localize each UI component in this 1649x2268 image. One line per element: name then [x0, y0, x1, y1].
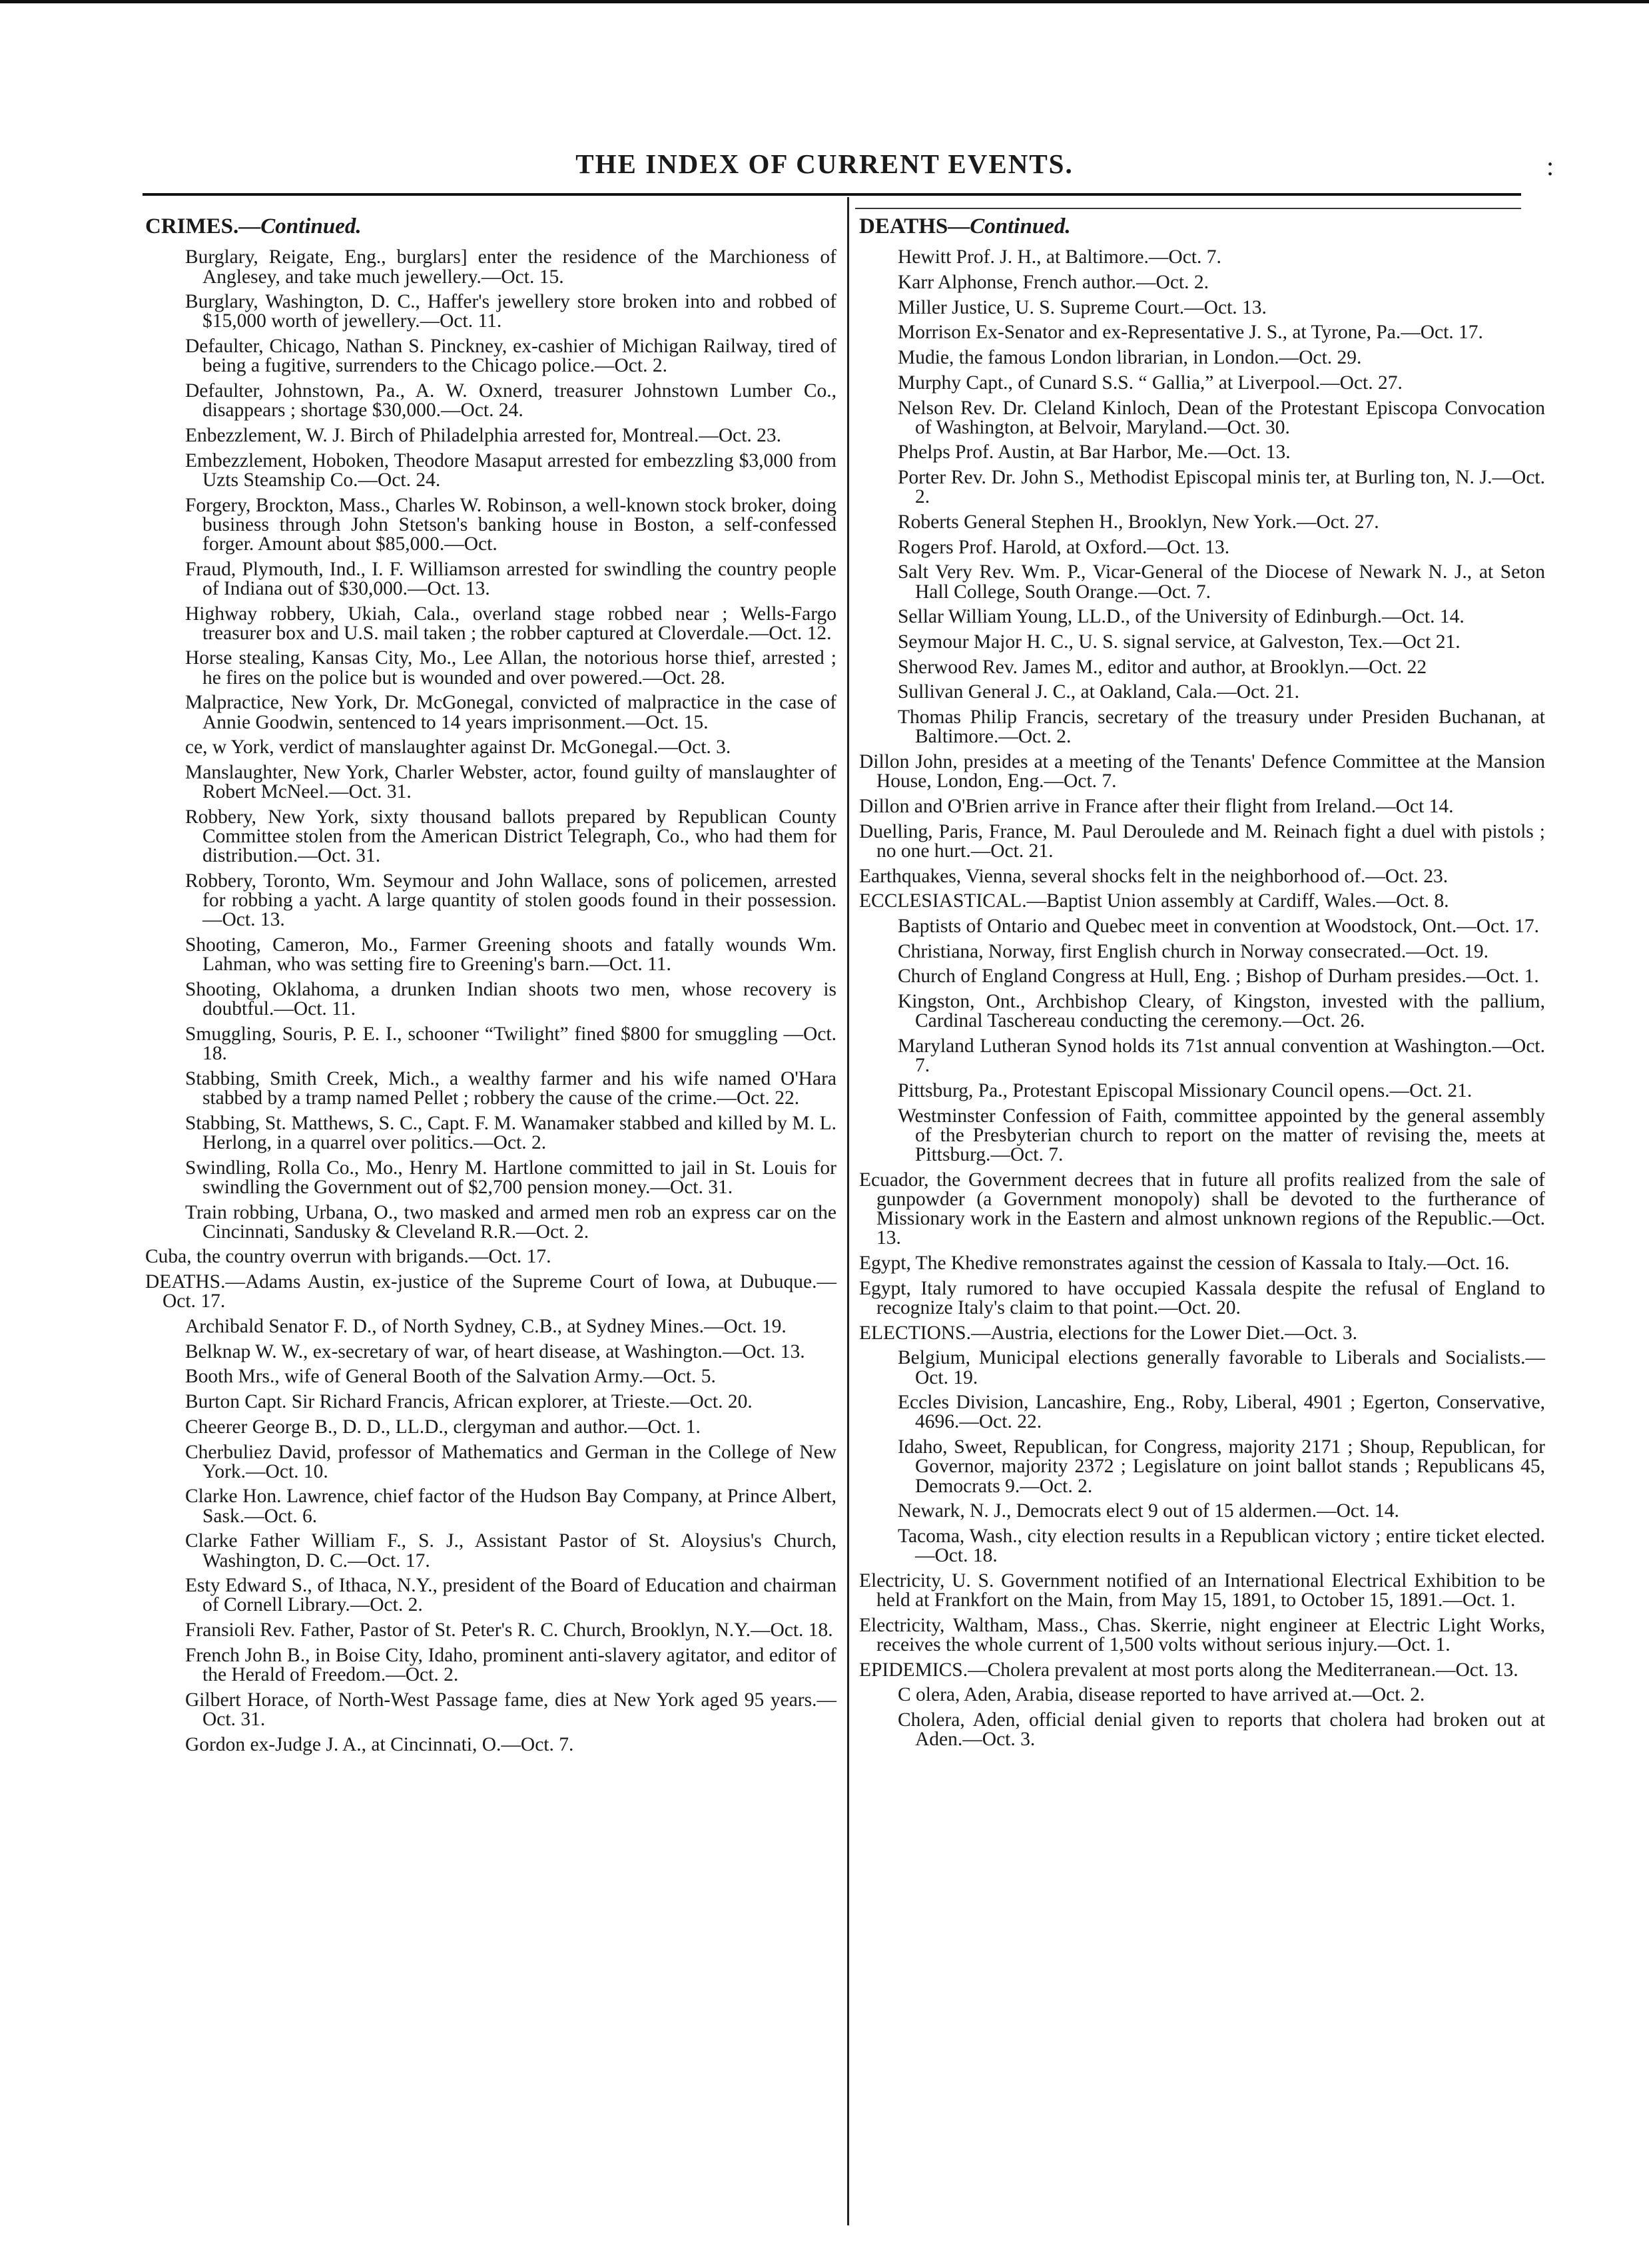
- index-entry: Embezzlement, Hoboken, Theodore Masaput arrested for embezzling $3,000 from Uzts Steamship Co.—Oct. 24.: [185, 449, 836, 491]
- index-entry: ELECTIONS.—Austria, elections for the Lower Diet.—Oct. 3.: [859, 1322, 1357, 1344]
- index-entry: Horse stealing, Kansas City, Mo., Lee Allan, the notorious horse thief, arrested ; he fires on the police but is wounded and over powered.—Oct. 28.: [185, 647, 836, 689]
- top-border-rule: [0, 0, 1649, 3]
- index-entry: Salt Very Rev. Wm. P., Vicar-General of the Diocese of Newark N. J., at Seton Hall College, South Orange.—Oct. 7.: [898, 561, 1545, 603]
- index-entry: Porter Rev. Dr. John S., Methodist Episcopal minis ter, at Burling ton, N. J.—Oct. 2.: [898, 467, 1545, 508]
- index-entry: Clarke Hon. Lawrence, chief factor of the Hudson Bay Company, at Prince Albert, Sask.—Oct. 6.: [185, 1486, 836, 1527]
- index-entry: Newark, N. J., Democrats elect 9 out of 15 aldermen.—Oct. 14.: [898, 1500, 1399, 1522]
- left-column-header: [145, 214, 836, 238]
- index-entry: Nelson Rev. Dr. Cleland Kinloch, Dean of the Protestant Episcopa Convocation of Washington, at Belvoir, Maryland.—Oct. 30.: [898, 397, 1545, 438]
- index-entry: Mudie, the famous London librarian, in London.—Oct. 29.: [898, 347, 1362, 369]
- index-entry: Earthquakes, Vienna, several shocks felt in the neighborhood of.—Oct. 23.: [859, 865, 1449, 887]
- index-entry: Karr Alphonse, French author.—Oct. 2.: [898, 272, 1209, 293]
- left-header-continued: Continued.: [260, 214, 362, 238]
- index-entry: Swindling, Rolla Co., Mo., Henry M. Hartlone committed to jail in St. Louis for swindling the Government out of $2,700 pension money.—Oct. 31.: [185, 1157, 836, 1198]
- right-header-main: DEATHS—: [859, 214, 970, 238]
- index-entry: Electricity, U. S. Government notified of an International Electrical Exhibition to be held at Frankfort on the Main, from May 15, 1891, to October 15, 1891.—Oct. 1.: [859, 1569, 1545, 1611]
- index-entry: Burton Capt. Sir Richard Francis, African explorer, at Trieste.—Oct. 20.: [185, 1391, 753, 1413]
- left-entries: [145, 248, 836, 1755]
- index-entry: Eccles Division, Lancashire, Eng., Roby, Liberal, 4901 ; Egerton, Conservative, 4696.—Oct. 22.: [898, 1392, 1545, 1433]
- index-entry: Defaulter, Chicago, Nathan S. Pinckney, ex-cashier of Michigan Railway, tired of being a fugitive, surrenders to the Chicago police.—Oct. 2.: [185, 336, 836, 377]
- index-entry: Cheerer George B., D. D., LL.D., clergyman and author.—Oct. 1.: [185, 1416, 701, 1438]
- index-entry: Clarke Father William F., S. J., Assistant Pastor of St. Aloysius's Church, Washington, D. C.—Oct. 17.: [185, 1530, 836, 1571]
- left-column: [145, 214, 836, 1760]
- index-entry: Rogers Prof. Harold, at Oxford.—Oct. 13.: [898, 536, 1230, 558]
- index-entry: Malpractice, New York, Dr. McGonegal, convicted of malpractice in the case of Annie Goodwin, sentenced to 14 years imprisonment.—Oct. 15.: [185, 692, 836, 733]
- index-entry: Forgery, Brockton, Mass., Charles W. Robinson, a well-known stock broker, doing business through John Stetson's banking house in Boston, a self-confessed forger. Amount about $85,000.—Oct.: [185, 494, 836, 555]
- index-entry: Westminster Confession of Faith, committee appointed by the general assembly of the Presbyterian church to report on the matter of revising the, meets at Pittsburg.—Oct. 7.: [898, 1105, 1545, 1166]
- index-entry: Dillon John, presides at a meeting of the Tenants' Defence Committee at the Mansion House, London, Eng.—Oct. 7.: [859, 751, 1545, 792]
- column-divider: [847, 197, 849, 2225]
- index-entry: Pittsburg, Pa., Protestant Episcopal Missionary Council opens.—Oct. 21.: [898, 1079, 1473, 1101]
- index-entry: Miller Justice, U. S. Supreme Court.—Oct. 13.: [898, 296, 1267, 318]
- index-entry: Murphy Capt., of Cunard S.S. “ Gallia,” at Liverpool.—Oct. 27.: [898, 372, 1403, 394]
- index-entry: Defaulter, Johnstown, Pa., A. W. Oxnerd, treasurer Johnstown Lumber Co., disappears ; shortage $30,000.—Oct. 24.: [185, 380, 836, 422]
- index-entry: Cherbuliez David, professor of Mathematics and German in the College of New York.—Oct. 10.: [185, 1441, 836, 1482]
- index-entry: Burglary, Washington, D. C., Haffer's jewellery store broken into and robbed of $15,000 worth of jewellery.—Oct. 11.: [185, 291, 836, 332]
- index-entry: Esty Edward S., of Ithaca, N.Y., president of the Board of Education and chairman of Cornell Library.—Oct. 2.: [185, 1575, 836, 1616]
- index-entry: Thomas Philip Francis, secretary of the treasury under Presiden Buchanan, at Baltimore.—Oct. 2.: [898, 707, 1545, 748]
- index-entry: C olera, Aden, Arabia, disease reported to have arrived at.—Oct. 2.: [898, 1684, 1425, 1706]
- index-entry: Robbery, Toronto, Wm. Seymour and John Wallace, sons of policemen, arrested for robbing a yacht. A large quantity of stolen goods found in their possession.—Oct. 13.: [185, 870, 836, 931]
- index-entry: Smuggling, Souris, P. E. I., schooner “Twilight” fined $800 for smuggling —Oct. 18.: [185, 1023, 836, 1065]
- index-entry: Cholera, Aden, official denial given to reports that cholera had broken out at Aden.—Oct. 3.: [898, 1709, 1545, 1751]
- index-entry: Fraud, Plymouth, Ind., I. F. Williamson arrested for swindling the country people of Indiana out of $30,000.—Oct. 13.: [185, 558, 836, 599]
- index-entry: Gordon ex-Judge J. A., at Cincinnati, O.—Oct. 7.: [185, 1733, 574, 1755]
- index-entry: Dillon and O'Brien arrive in France after their flight from Ireland.—Oct 14.: [859, 795, 1454, 817]
- index-entry: Egypt, The Khedive remonstrates against the cession of Kassala to Italy.—Oct. 16.: [859, 1253, 1510, 1275]
- index-entry: EPIDEMICS.—Cholera prevalent at most ports along the Mediterranean.—Oct. 13.: [859, 1659, 1518, 1681]
- index-entry: Duelling, Paris, France, M. Paul Deroulede and M. Reinach fight a duel with pistols ; no one hurt.—Oct. 21.: [859, 820, 1545, 862]
- index-entry: Morrison Ex-Senator and ex-Representative J. S., at Tyrone, Pa.—Oct. 17.: [898, 322, 1483, 344]
- index-entry: Kingston, Ont., Archbishop Cleary, of Kingston, invested with the pallium, Cardinal Taschereau conducting the ceremony.—Oct. 26.: [898, 991, 1545, 1032]
- right-entries: [859, 248, 1545, 1749]
- right-column-rule: [855, 208, 1521, 209]
- index-entry: Belknap W. W., ex-secretary of war, of heart disease, at Washington.—Oct. 13.: [185, 1340, 805, 1362]
- right-column-header: [859, 214, 1545, 238]
- index-entry: Enbezzlement, W. J. Birch of Philadelphia arrested for, Montreal.—Oct. 23.: [185, 424, 782, 446]
- page-mark: :: [1546, 151, 1554, 181]
- index-entry: Train robbing, Urbana, O., two masked and armed men rob an express car on the Cincinnati, Sandusky & Cleveland R.R.—Oct. 2.: [185, 1201, 836, 1243]
- index-entry: Sullivan General J. C., at Oakland, Cala.—Oct. 21.: [898, 681, 1299, 703]
- index-entry: Christiana, Norway, first English church in Norway consecrated.—Oct. 19.: [898, 940, 1488, 962]
- index-entry: Maryland Lutheran Synod holds its 71st annual convention at Washington.—Oct. 7.: [898, 1035, 1545, 1077]
- index-entry: Ecuador, the Government decrees that in future all profits realized from the sale of gunpowder (a Government monopoly) shall be devoted to the furtherance of Missionary work in the Eastern and almost unknown regions of the Republic.—Oct. 13.: [859, 1169, 1545, 1249]
- index-entry: Gilbert Horace, of North-West Passage fame, dies at New York aged 95 years.—Oct. 31.: [185, 1689, 836, 1730]
- index-entry: Stabbing, St. Matthews, S. C., Capt. F. M. Wanamaker stabbed and killed by M. L. Herlong, in a quarrel over politics.—Oct. 2.: [185, 1112, 836, 1153]
- index-entry: Manslaughter, New York, Charler Webster, actor, found guilty of manslaughter of Robert McNeel.—Oct. 31.: [185, 761, 836, 803]
- index-entry: Shooting, Oklahoma, a drunken Indian shoots two men, whose recovery is doubtful.—Oct. 11.: [185, 979, 836, 1020]
- title-rule: [143, 193, 1521, 196]
- index-entry: DEATHS.—Adams Austin, ex-justice of the Supreme Court of Iowa, at Dubuque.—Oct. 17.: [145, 1271, 836, 1312]
- index-entry: Electricity, Waltham, Mass., Chas. Skerrie, night engineer at Electric Light Works, receives the whole current of 1,500 volts without serious injury.—Oct. 1.: [859, 1614, 1545, 1655]
- index-entry: Egypt, Italy rumored to have occupied Kassala despite the refusal of England to recognize Italy's claim to that point.—Oct. 20.: [859, 1277, 1545, 1318]
- index-entry: Archibald Senator F. D., of North Sydney, C.B., at Sydney Mines.—Oct. 19.: [185, 1316, 787, 1338]
- index-entry: Roberts General Stephen H., Brooklyn, New York.—Oct. 27.: [898, 511, 1379, 533]
- index-entry: ECCLESIASTICAL.—Baptist Union assembly at Cardiff, Wales.—Oct. 8.: [859, 890, 1449, 912]
- index-entry: Booth Mrs., wife of General Booth of the Salvation Army.—Oct. 5.: [185, 1366, 716, 1388]
- index-entry: Idaho, Sweet, Republican, for Congress, majority 2171 ; Shoup, Republican, for Governor, majority 2372 ; Legislature on joint ballot stands ; Republicans 45, Democrats 9.—Oct. 2.: [898, 1436, 1545, 1497]
- right-header-continued: Continued.: [970, 214, 1071, 238]
- index-entry: Fransioli Rev. Father, Pastor of St. Peter's R. C. Church, Brooklyn, N.Y.—Oct. 18.: [185, 1619, 833, 1641]
- index-entry: Robbery, New York, sixty thousand ballots prepared by Republican County Committee stolen from the American District Telegraph, Co., who had them for distribution.—Oct. 31.: [185, 806, 836, 867]
- index-entry: Highway robbery, Ukiah, Cala., overland stage robbed near ; Wells-Fargo treasurer box and U.S. mail taken ; the robber captured at Cloverdale.—Oct. 12.: [185, 603, 836, 644]
- index-entry: ce, w York, verdict of manslaughter against Dr. McGonegal.—Oct. 3.: [185, 736, 731, 758]
- index-entry: Phelps Prof. Austin, at Bar Harbor, Me.—Oct. 13.: [898, 441, 1291, 463]
- right-column: [859, 214, 1545, 1755]
- index-entry: Tacoma, Wash., city election results in a Republican victory ; entire ticket elected.—Oct. 18.: [898, 1525, 1545, 1567]
- index-entry: Hewitt Prof. J. H., at Baltimore.—Oct. 7.: [898, 246, 1221, 268]
- page-title: THE INDEX OF CURRENT EVENTS.: [575, 148, 1074, 179]
- index-entry: Shooting, Cameron, Mo., Farmer Greening shoots and fatally wounds Wm. Lahman, who was setting fire to Greening's barn.—Oct. 11.: [185, 934, 836, 976]
- index-entry: Stabbing, Smith Creek, Mich., a wealthy farmer and his wife named O'Hara stabbed by a tramp named Pellet ; robbery the cause of the crime.—Oct. 22.: [185, 1067, 836, 1109]
- index-entry: Seymour Major H. C., U. S. signal service, at Galveston, Tex.—Oct 21.: [898, 631, 1461, 653]
- index-entry: Sherwood Rev. James M., editor and author, at Brooklyn.—Oct. 22: [898, 656, 1427, 678]
- index-entry: Church of England Congress at Hull, Eng. ; Bishop of Durham presides.—Oct. 1.: [898, 966, 1539, 988]
- index-entry: Baptists of Ontario and Quebec meet in convention at Woodstock, Ont.—Oct. 17.: [898, 915, 1540, 937]
- index-entry: French John B., in Boise City, Idaho, prominent anti-slavery agitator, and editor of the Herald of Freedom.—Oct. 2.: [185, 1644, 836, 1686]
- index-entry: Sellar William Young, LL.D., of the University of Edinburgh.—Oct. 14.: [898, 606, 1465, 628]
- left-header-main: CRIMES.—: [145, 214, 261, 238]
- index-entry: Cuba, the country overrun with brigands.—Oct. 17.: [145, 1246, 551, 1268]
- index-entry: Belgium, Municipal elections generally favorable to Liberals and Socialists.—Oct. 19.: [898, 1347, 1545, 1388]
- index-entry: Burglary, Reigate, Eng., burglars] enter the residence of the Marchioness of Anglesey, and take much jewellery.—Oct. 15.: [185, 246, 836, 288]
